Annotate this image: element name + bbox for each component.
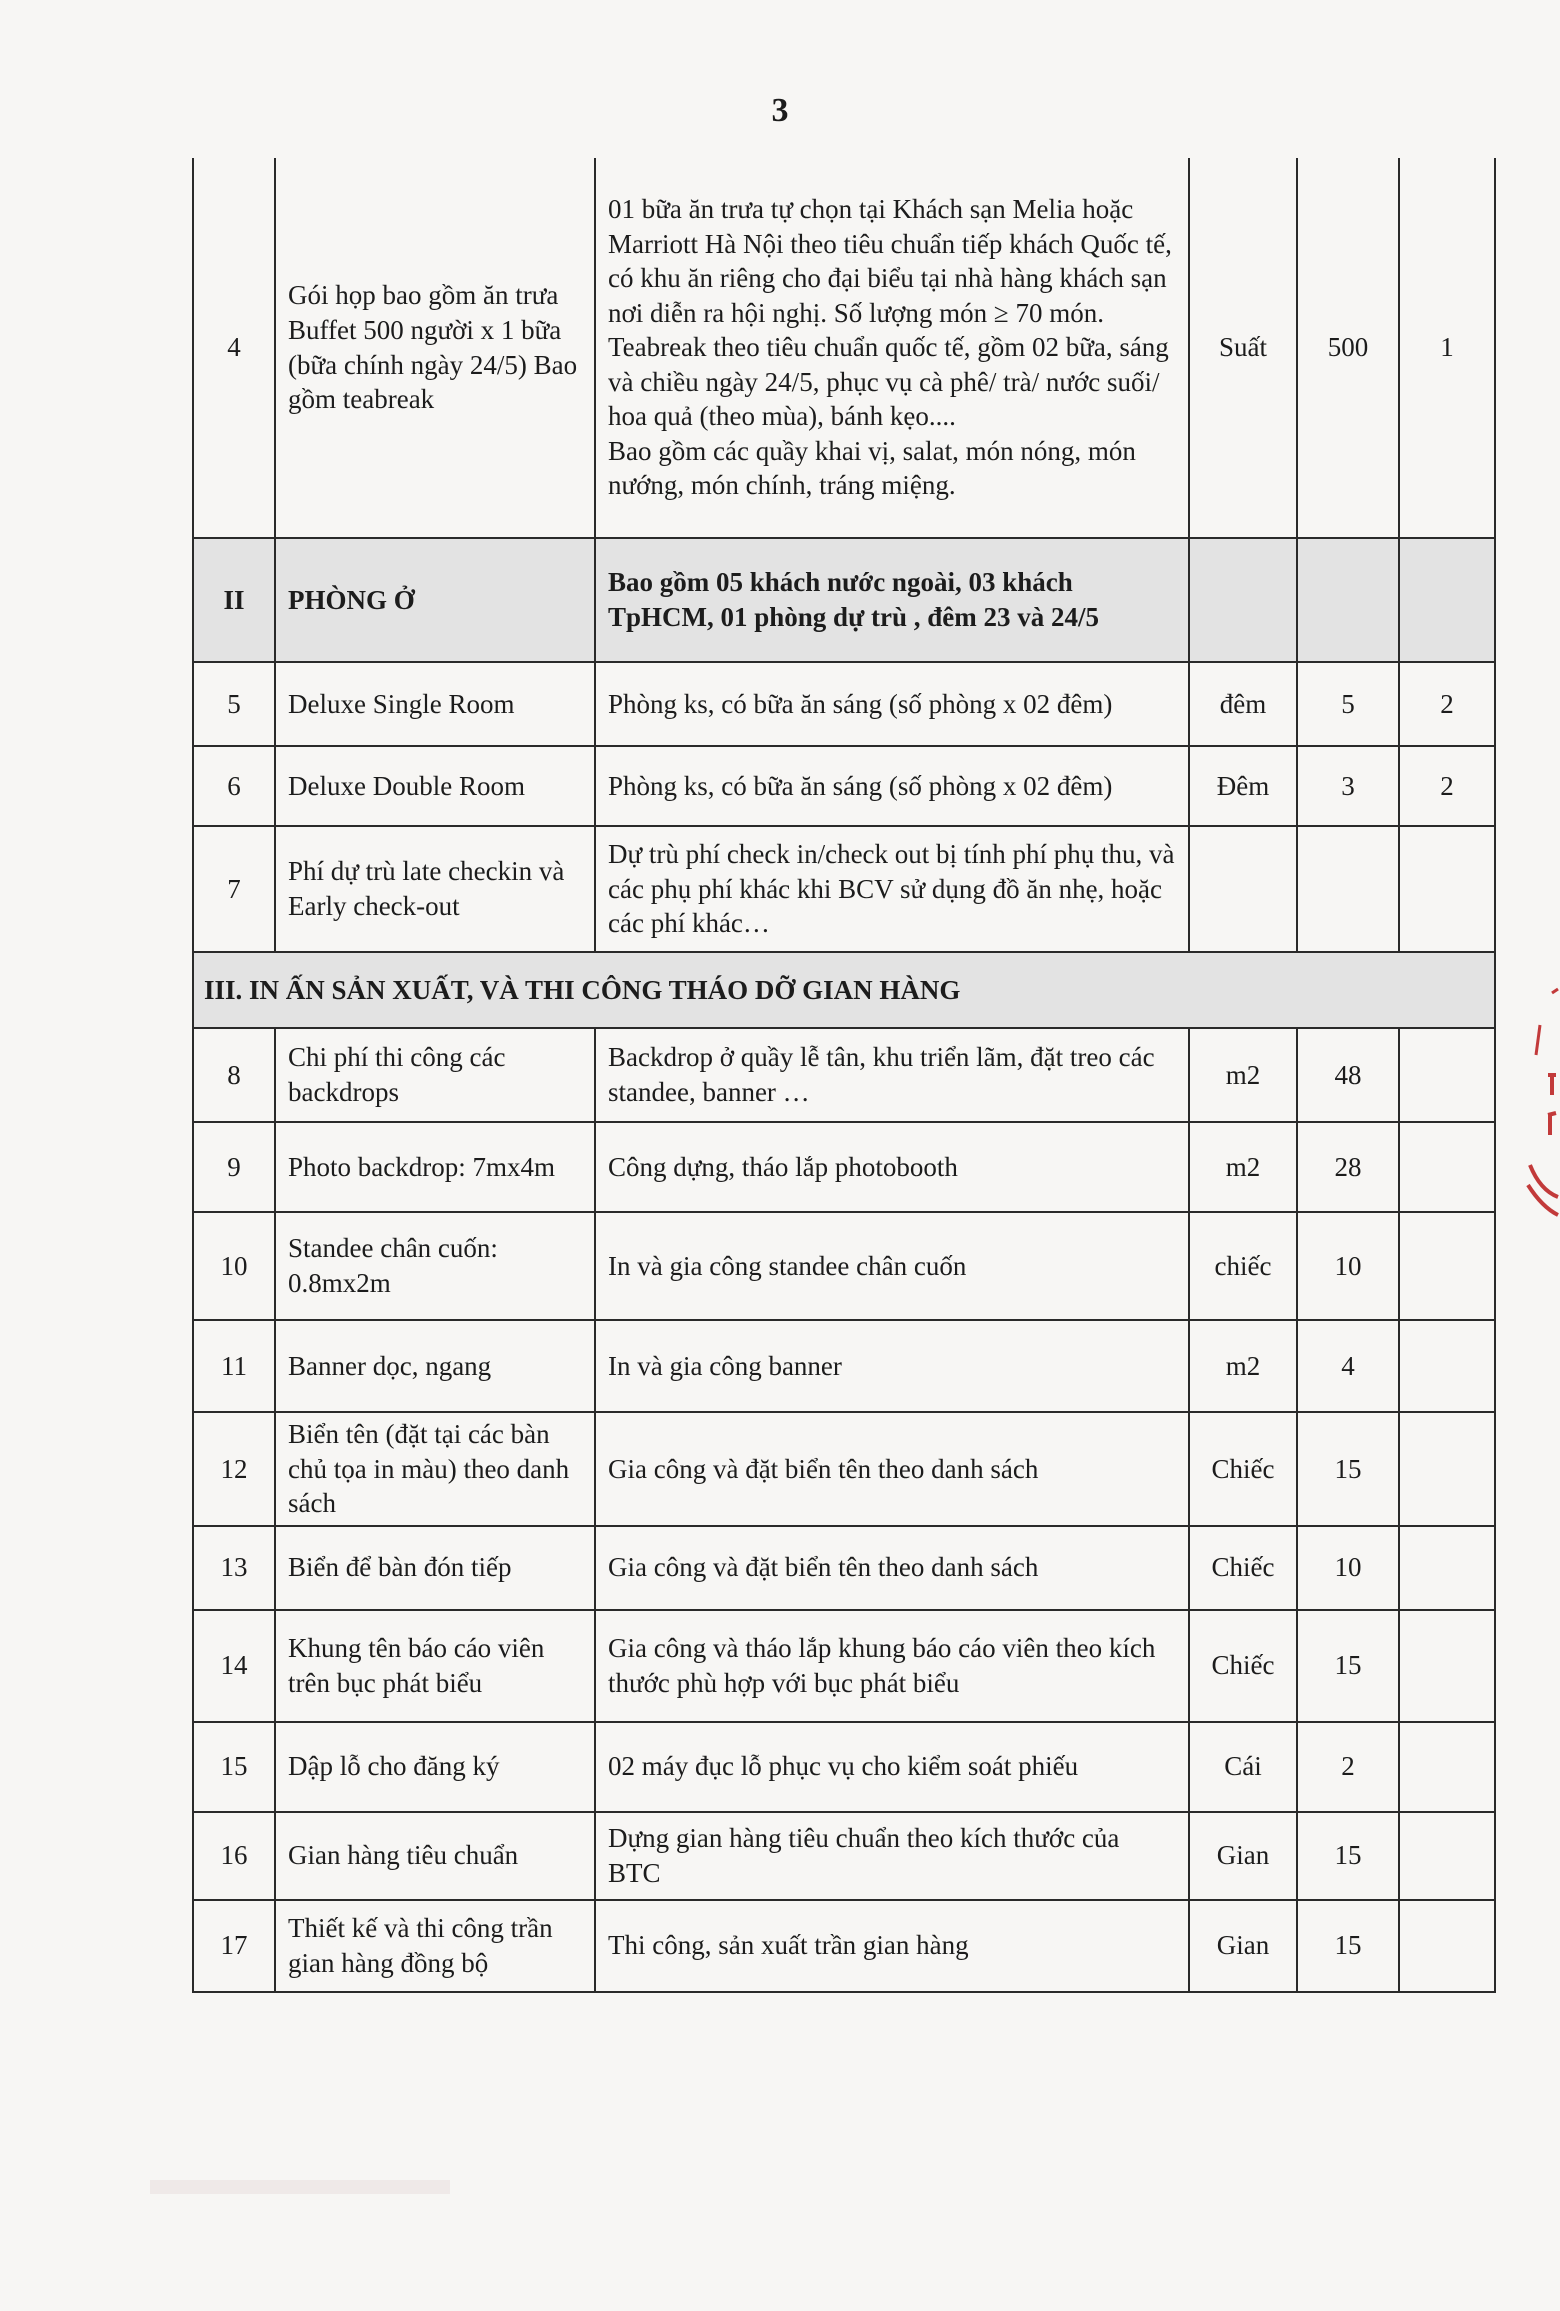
- item-name: Photo backdrop: 7mx4m: [275, 1122, 595, 1212]
- item-name: Biển tên (đặt tại các bàn chủ tọa in màu) theo danh sách: [275, 1412, 595, 1526]
- item-description: Dự trù phí check in/check out bị tính phí phụ thu, và các phụ phí khác khi BCV sử dụng đồ ăn nhẹ, hoặc các phí khác…: [595, 826, 1189, 952]
- empty-cell: [1189, 826, 1297, 952]
- item-description: Phòng ks, có bữa ăn sáng (số phòng x 02 đêm): [595, 746, 1189, 826]
- empty-cell: [1297, 538, 1399, 662]
- unit: Chiếc: [1189, 1412, 1297, 1526]
- item-description: 02 máy đục lỗ phục vụ cho kiểm soát phiếu: [595, 1722, 1189, 1812]
- row-number: 11: [193, 1320, 275, 1412]
- item-name: Gói họp bao gồm ăn trưa Buffet 500 người x 1 bữa (bữa chính ngày 24/5) Bao gồm teabreak: [275, 158, 595, 538]
- quantity: 28: [1297, 1122, 1399, 1212]
- empty-cell: [1399, 1122, 1495, 1212]
- empty-cell: [1399, 1412, 1495, 1526]
- item-description: In và gia công banner: [595, 1320, 1189, 1412]
- empty-cell: [1399, 1610, 1495, 1722]
- unit: Gian: [1189, 1900, 1297, 1992]
- quantity: 3: [1297, 746, 1399, 826]
- description-line: Bao gồm các quầy khai vị, salat, món nóng, món nướng, món chính, tráng miệng.: [608, 435, 1136, 501]
- unit: chiếc: [1189, 1212, 1297, 1320]
- section-row-ii: [193, 538, 1495, 662]
- item-description: [595, 158, 1189, 538]
- table-row-4: [193, 158, 1495, 538]
- empty-cell: [1399, 1212, 1495, 1320]
- row-number: 8: [193, 1028, 275, 1122]
- page-number: 3: [771, 92, 789, 129]
- row-number: 4: [193, 158, 275, 538]
- row-number: 10: [193, 1212, 275, 1320]
- unit: m2: [1189, 1122, 1297, 1212]
- faint-mark: [150, 2180, 450, 2194]
- item-name: Phí dự trù late checkin và Early check-out: [275, 826, 595, 952]
- red-stamp-fragment: [1500, 985, 1560, 1245]
- row-number: 16: [193, 1812, 275, 1900]
- section-number: II: [193, 538, 275, 662]
- row-number: 14: [193, 1610, 275, 1722]
- item-description: Gia công và tháo lắp khung báo cáo viên theo kích thước phù hợp với bục phát biểu: [595, 1610, 1189, 1722]
- row-number: 17: [193, 1900, 275, 1992]
- days: 1: [1399, 158, 1495, 538]
- quantity: 48: [1297, 1028, 1399, 1122]
- table-row-8: [193, 1028, 1495, 1122]
- days: 2: [1399, 662, 1495, 746]
- item-description: In và gia công standee chân cuốn: [595, 1212, 1189, 1320]
- item-description: Gia công và đặt biển tên theo danh sách: [595, 1526, 1189, 1610]
- row-number: 5: [193, 662, 275, 746]
- quantity: 15: [1297, 1900, 1399, 1992]
- empty-cell: [1399, 1900, 1495, 1992]
- item-name: Biển để bàn đón tiếp: [275, 1526, 595, 1610]
- table-row-10: [193, 1212, 1495, 1320]
- table-row-14: [193, 1610, 1495, 1722]
- unit: m2: [1189, 1320, 1297, 1412]
- empty-cell: [1399, 826, 1495, 952]
- empty-cell: [1399, 1526, 1495, 1610]
- table-row-11: [193, 1320, 1495, 1412]
- item-name: Khung tên báo cáo viên trên bục phát biểu: [275, 1610, 595, 1722]
- quantity: 5: [1297, 662, 1399, 746]
- empty-cell: [1297, 826, 1399, 952]
- section-row-iii: [193, 952, 1495, 1028]
- quantity: 2: [1297, 1722, 1399, 1812]
- quantity: 10: [1297, 1526, 1399, 1610]
- unit: Chiếc: [1189, 1610, 1297, 1722]
- item-description: Backdrop ở quầy lễ tân, khu triển lãm, đặt treo các standee, banner …: [595, 1028, 1189, 1122]
- empty-cell: [1189, 538, 1297, 662]
- unit: Chiếc: [1189, 1526, 1297, 1610]
- section-name: PHÒNG Ở: [275, 538, 595, 662]
- quantity: 15: [1297, 1610, 1399, 1722]
- quantity: 10: [1297, 1212, 1399, 1320]
- quantity: 4: [1297, 1320, 1399, 1412]
- item-description: Thi công, sản xuất trần gian hàng: [595, 1900, 1189, 1992]
- row-number: 15: [193, 1722, 275, 1812]
- days: 2: [1399, 746, 1495, 826]
- item-name: Gian hàng tiêu chuẩn: [275, 1812, 595, 1900]
- item-name: Deluxe Single Room: [275, 662, 595, 746]
- cost-table: [192, 158, 1496, 1993]
- empty-cell: [1399, 1320, 1495, 1412]
- unit: Gian: [1189, 1812, 1297, 1900]
- row-number: 13: [193, 1526, 275, 1610]
- quantity: 15: [1297, 1412, 1399, 1526]
- table-row-7: [193, 826, 1495, 952]
- item-description: Phòng ks, có bữa ăn sáng (số phòng x 02 đêm): [595, 662, 1189, 746]
- empty-cell: [1399, 1028, 1495, 1122]
- description-line: 01 bữa ăn trưa tự chọn tại Khách sạn Melia hoặc Marriott Hà Nội theo tiêu chuẩn tiếp khách Quốc tế, có khu ăn riêng cho đại biểu tại nhà hàng khách sạn nơi diễn ra hội nghị. Số lượng món ≥ 70 món. Teabreak theo tiêu chuẩn quốc tế, gồm 02 bữa, sáng và chiều ngày 24/5, phục vụ cà phê/ trà/ nước suối/ hoa quả (theo mùa), bánh kẹo....: [608, 194, 1172, 432]
- item-description: Gia công và đặt biển tên theo danh sách: [595, 1412, 1189, 1526]
- quantity: 15: [1297, 1812, 1399, 1900]
- section-note: Bao gồm 05 khách nước ngoài, 03 khách TpHCM, 01 phòng dự trù , đêm 23 và 24/5: [595, 538, 1189, 662]
- table-row-15: [193, 1722, 1495, 1812]
- item-name: Banner dọc, ngang: [275, 1320, 595, 1412]
- table-row-12: [193, 1412, 1495, 1526]
- table-row-6: [193, 746, 1495, 826]
- unit: Suất: [1189, 158, 1297, 538]
- table-row-16: [193, 1812, 1495, 1900]
- empty-cell: [1399, 1722, 1495, 1812]
- table-row-5: [193, 662, 1495, 746]
- unit: đêm: [1189, 662, 1297, 746]
- item-name: Standee chân cuốn: 0.8mx2m: [275, 1212, 595, 1320]
- table-row-13: [193, 1526, 1495, 1610]
- row-number: 12: [193, 1412, 275, 1526]
- item-name: Dập lỗ cho đăng ký: [275, 1722, 595, 1812]
- item-description: Công dựng, tháo lắp photobooth: [595, 1122, 1189, 1212]
- item-name: Thiết kế và thi công trần gian hàng đồng bộ: [275, 1900, 595, 1992]
- unit: m2: [1189, 1028, 1297, 1122]
- row-number: 6: [193, 746, 275, 826]
- item-description: Dựng gian hàng tiêu chuẩn theo kích thước của BTC: [595, 1812, 1189, 1900]
- empty-cell: [1399, 1812, 1495, 1900]
- table-row-9: [193, 1122, 1495, 1212]
- table-row-17: [193, 1900, 1495, 1992]
- unit: Cái: [1189, 1722, 1297, 1812]
- row-number: 7: [193, 826, 275, 952]
- item-name: Deluxe Double Room: [275, 746, 595, 826]
- unit: Đêm: [1189, 746, 1297, 826]
- section-title: III. IN ẤN SẢN XUẤT, VÀ THI CÔNG THÁO DỠ GIAN HÀNG: [193, 952, 1495, 1028]
- quantity: 500: [1297, 158, 1399, 538]
- row-number: 9: [193, 1122, 275, 1212]
- item-name: Chi phí thi công các backdrops: [275, 1028, 595, 1122]
- empty-cell: [1399, 538, 1495, 662]
